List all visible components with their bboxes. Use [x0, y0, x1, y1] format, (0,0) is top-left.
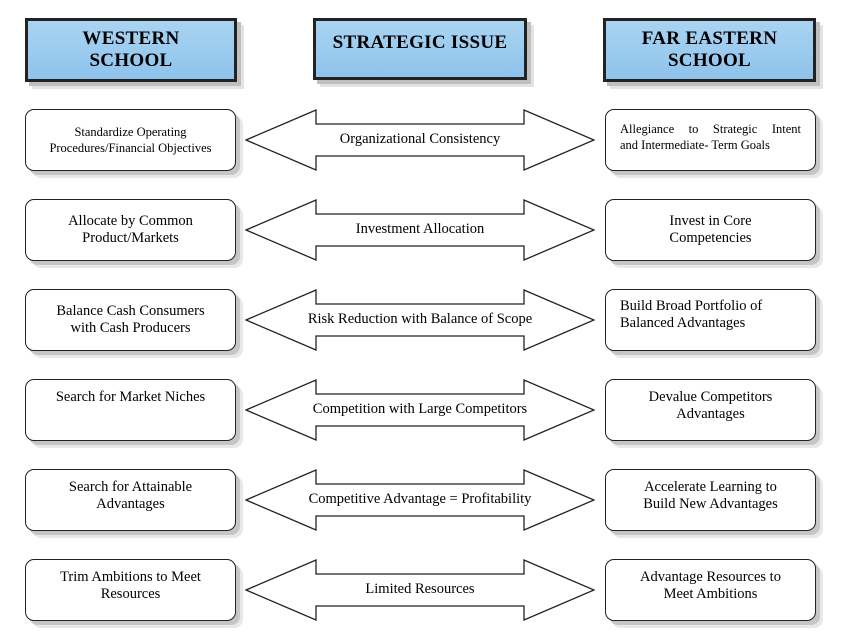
far-eastern-box-1 — [605, 109, 816, 171]
western-box-4-line1: Search for Market Niches — [55, 389, 206, 405]
western-box-3-line2: with Cash Producers — [70, 320, 191, 336]
far-eastern-box-6-line2: Meet Ambitions — [663, 586, 758, 602]
double-arrow-4 — [245, 379, 595, 441]
far-eastern-box-5 — [605, 469, 816, 531]
far-eastern-box-1-line2: and Intermediate- Term Goals — [620, 138, 770, 152]
far-eastern-box-3 — [605, 289, 816, 351]
western-box-3-line1: Balance Cash Consumers — [56, 303, 205, 319]
western-box-5-line1: Search for Attainable — [68, 479, 193, 495]
header-far-eastern-line1: FAR EASTERN — [641, 28, 778, 49]
western-box-5-line2: Advantages — [96, 496, 165, 512]
header-strategic-label: STRATEGIC ISSUE — [332, 32, 508, 53]
far-eastern-box-5-line2: Build New Advantages — [643, 496, 778, 512]
far-eastern-box-2 — [605, 199, 816, 261]
western-box-2-line2: Product/Markets — [82, 230, 179, 246]
western-box-1 — [25, 109, 236, 171]
western-box-5 — [25, 469, 236, 531]
far-eastern-box-1-line1: Allegiance to Strategic Intent — [620, 122, 801, 136]
double-arrow-3 — [245, 289, 595, 351]
issue-label-5: Competitive Advantage = Profitability — [308, 491, 532, 507]
far-eastern-box-6 — [605, 559, 816, 621]
far-eastern-box-2-line1: Invest in Core — [669, 213, 752, 229]
double-arrow-1 — [245, 109, 595, 171]
western-box-6-line1: Trim Ambitions to Meet — [60, 569, 201, 585]
double-arrow-6 — [245, 559, 595, 621]
western-box-1-line2: Procedures/Financial Objectives — [49, 141, 212, 155]
issue-label-6: Limited Resources — [365, 581, 475, 597]
far-eastern-box-6-line1: Advantage Resources to — [640, 569, 781, 585]
far-eastern-box-5-line1: Accelerate Learning to — [644, 479, 777, 495]
far-eastern-box-4 — [605, 379, 816, 441]
western-box-2 — [25, 199, 236, 261]
header-far-eastern-school — [603, 18, 816, 82]
western-box-1-line1: Standardize Operating — [74, 125, 187, 139]
header-western-line2: SCHOOL — [89, 50, 173, 71]
western-box-2-line1: Allocate by Common — [68, 213, 193, 229]
far-eastern-box-3-line1: Build Broad Portfolio of — [620, 298, 763, 314]
far-eastern-box-4-line1: Devalue Competitors — [648, 389, 773, 405]
far-eastern-box-3-line2: Balanced Advantages — [620, 315, 746, 331]
header-western-line1: WESTERN — [82, 28, 180, 49]
far-eastern-box-4-line2: Advantages — [676, 406, 745, 422]
header-western-school — [25, 18, 237, 82]
issue-label-1: Organizational Consistency — [339, 131, 501, 147]
double-arrow-2 — [245, 199, 595, 261]
western-box-4 — [25, 379, 236, 441]
header-far-eastern-line2: SCHOOL — [667, 50, 752, 71]
western-box-3 — [25, 289, 236, 351]
issue-label-2: Investment Allocation — [355, 221, 485, 237]
far-eastern-box-2-line2: Competencies — [669, 230, 752, 246]
western-box-6-line2: Resources — [100, 586, 161, 602]
issue-label-3: Risk Reduction with Balance of Scope — [307, 311, 533, 327]
issue-label-4: Competition with Large Competitors — [312, 401, 528, 417]
header-strategic-issue — [313, 18, 527, 80]
double-arrow-5 — [245, 469, 595, 531]
western-box-6 — [25, 559, 236, 621]
